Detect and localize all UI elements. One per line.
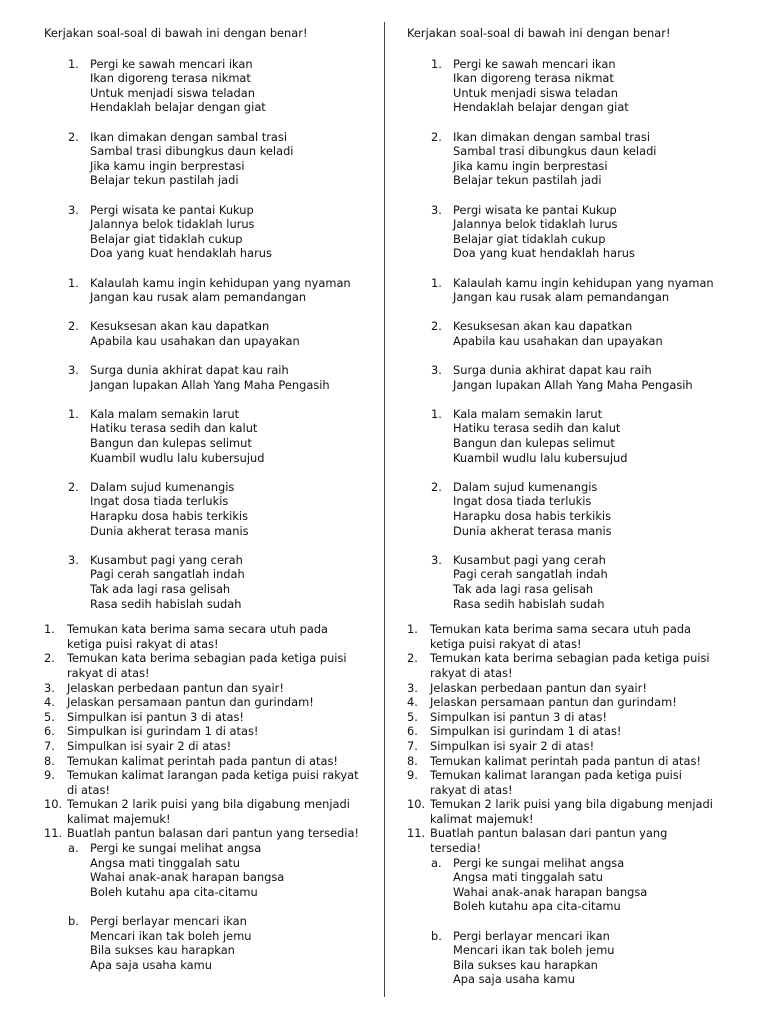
sub-number: b. <box>431 928 442 943</box>
poem-syair-2 <box>407 480 757 538</box>
poem-number: 3. <box>431 363 442 378</box>
question-item <box>407 724 757 739</box>
poem-line: Kalaulah kamu ingin kehidupan yang nyaman <box>453 275 714 290</box>
poem-line: Kalaulah kamu ingin kehidupan yang nyaman <box>90 275 351 290</box>
question-text: Temukan kata berima sama secara utuh pada ketiga puisi rakyat di atas! <box>430 622 692 651</box>
question-item <box>44 710 394 725</box>
poem-line: Bangun dan kulepas selimut <box>90 436 252 451</box>
poem-line: Doa yang kuat hendaklah harus <box>453 246 635 261</box>
question-number: 2. <box>407 651 418 666</box>
question-list <box>407 622 757 987</box>
poem-pantun-2 <box>44 130 394 188</box>
poem-line: Jika kamu ingin berprestasi <box>90 158 245 173</box>
poem-line: Hendaklah belajar dengan giat <box>453 100 629 115</box>
question-text: Simpulkan isi syair 2 di atas! <box>67 738 232 753</box>
poem-line: Bila sukses kau harapkan <box>453 957 598 972</box>
poem-line: Apabila kau usahakan dan upayakan <box>90 333 300 348</box>
poem-line: Pergi berlayar mencari ikan <box>90 914 247 929</box>
question-number: 1. <box>44 622 55 637</box>
poem-line: Mencari ikan tak boleh jemu <box>90 928 252 943</box>
poem-syair-3 <box>44 553 394 611</box>
poem-line: Tak ada lagi rasa gelisah <box>90 581 231 596</box>
poem-number: 1. <box>431 56 442 71</box>
poem-line: Kala malam semakin larut <box>90 406 240 421</box>
poem-gurindam-3 <box>44 363 394 392</box>
question-number: 1. <box>407 622 418 637</box>
question-list <box>44 622 394 972</box>
poem-line: Ingat dosa tiada terlukis <box>453 494 592 509</box>
poem-line: Hatiku terasa sedih dan kalut <box>453 421 621 436</box>
poem-gurindam-3 <box>407 363 757 392</box>
question-number: 4. <box>44 695 55 710</box>
answer-pantun-b <box>44 914 394 972</box>
poem-line: Kuambil wudlu lalu kubersujud <box>453 450 628 465</box>
poem-line: Pergi berlayar mencari ikan <box>453 928 610 943</box>
question-text: Jelaskan perbedaan pantun dan syair! <box>430 680 647 695</box>
poem-line: Rasa sedih habislah sudah <box>453 596 605 611</box>
poem-number: 3. <box>68 363 79 378</box>
poem-line: Belajar tekun pastilah jadi <box>453 173 602 188</box>
question-item <box>407 651 720 680</box>
poem-line: Kesuksesan akan kau dapatkan <box>453 319 633 334</box>
poem-line: Wahai anak-anak harapan bangsa <box>90 870 285 885</box>
poem-line: Mencari ikan tak boleh jemu <box>453 943 615 958</box>
poem-number: 1. <box>431 275 442 290</box>
poem-line: Jalannya belok tidaklah lurus <box>453 217 618 232</box>
poem-line: Doa yang kuat hendaklah harus <box>90 246 272 261</box>
poem-line: Angsa mati tinggalah satu <box>453 870 603 885</box>
question-item <box>407 681 757 696</box>
poem-gurindam-2 <box>44 319 394 348</box>
question-number: 10. <box>44 797 63 812</box>
poem-line: Bila sukses kau harapkan <box>90 943 235 958</box>
sub-number: a. <box>68 841 79 856</box>
question-text: Jelaskan persamaan pantun dan gurindam! <box>430 695 677 710</box>
poem-pantun-1 <box>44 57 394 115</box>
poem-line: Hatiku terasa sedih dan kalut <box>90 421 258 436</box>
question-text: Temukan kalimat larangan pada ketiga puisi rakyat di atas! <box>430 768 682 797</box>
poem-line: Kusambut pagi yang cerah <box>90 552 243 567</box>
question-number: 7. <box>407 738 418 753</box>
question-item <box>44 754 394 769</box>
poem-line: Wahai anak-anak harapan bangsa <box>453 884 648 899</box>
poem-line: Jalannya belok tidaklah lurus <box>90 217 255 232</box>
poem-line: Surga dunia akhirat dapat kau raih <box>453 363 652 378</box>
question-item <box>44 681 394 696</box>
poem-number: 2. <box>431 479 442 494</box>
poem-line: Dalam sujud kumenangis <box>90 479 235 494</box>
poem-line: Boleh kutahu apa cita-citamu <box>453 899 621 914</box>
question-number: 6. <box>407 724 418 739</box>
poem-number: 1. <box>68 406 79 421</box>
question-item <box>44 695 394 710</box>
poem-line: Rasa sedih habislah sudah <box>90 596 242 611</box>
instruction-heading: Kerjakan soal-soal di bawah ini dengan benar! <box>44 26 308 40</box>
question-text: Temukan kata berima sama secara utuh pada ketiga puisi rakyat di atas! <box>67 622 329 651</box>
question-number: 6. <box>44 724 55 739</box>
poem-gurindam-1 <box>44 276 394 305</box>
question-item <box>407 739 757 754</box>
poem-number: 2. <box>68 319 79 334</box>
poem-line: Dalam sujud kumenangis <box>453 479 598 494</box>
answer-pantun-a <box>44 841 394 899</box>
question-item <box>44 724 394 739</box>
poem-syair-1 <box>407 407 757 465</box>
question-number: 5. <box>407 709 418 724</box>
question-item <box>44 797 372 826</box>
question-text: Temukan kalimat perintah pada pantun di atas! <box>430 753 701 768</box>
question-number: 9. <box>44 768 55 783</box>
question-item <box>407 826 715 855</box>
poem-number: 2. <box>431 319 442 334</box>
poem-line: Angsa mati tinggalah satu <box>90 855 240 870</box>
question-text: Buatlah pantun balasan dari pantun yang tersedia! <box>430 826 668 856</box>
poem-pantun-3 <box>44 203 394 261</box>
poem-line: Kuambil wudlu lalu kubersujud <box>90 450 265 465</box>
poem-line: Harapku dosa habis terkikis <box>90 509 249 523</box>
question-number: 4. <box>407 695 418 710</box>
poem-line: Belajar giat tidaklah cukup <box>453 231 606 246</box>
poem-line: Boleh kutahu apa cita-citamu <box>90 884 258 899</box>
poem-gurindam-2 <box>407 319 757 348</box>
poem-line: Harapku dosa habis terkikis <box>453 509 612 523</box>
question-item <box>407 797 750 826</box>
question-text: Simpulkan isi gurindam 1 di atas! <box>430 724 622 739</box>
question-text: Simpulkan isi pantun 3 di atas! <box>67 709 244 724</box>
poem-number: 2. <box>68 479 79 494</box>
question-text: Simpulkan isi syair 2 di atas! <box>430 738 595 753</box>
poem-line: Pergi ke sungai melihat angsa <box>453 855 625 870</box>
poem-number: 2. <box>431 129 442 144</box>
question-text: Temukan 2 larik puisi yang bila digabung menjadi kalimat majemuk! <box>67 797 350 826</box>
question-text: Temukan kata berima sebagian pada ketiga puisi rakyat di atas! <box>67 651 347 680</box>
poem-line: Pergi wisata ke pantai Kukup <box>453 202 617 217</box>
poem-number: 3. <box>431 202 442 217</box>
poem-line: Untuk menjadi siswa teladan <box>453 85 618 100</box>
poem-number: 3. <box>68 552 79 567</box>
poem-line: Sambal trasi dibungkus daun keladi <box>453 144 657 159</box>
poem-line: Ikan digoreng terasa nikmat <box>453 71 614 86</box>
poem-line: Ikan dimakan dengan sambal trasi <box>453 129 651 144</box>
poem-line: Kusambut pagi yang cerah <box>453 552 606 567</box>
question-text: Temukan kata berima sebagian pada ketiga puisi rakyat di atas! <box>430 651 710 680</box>
poem-line: Apa saja usaha kamu <box>453 972 575 987</box>
poem-line: Jangan lupakan Allah Yang Maha Pengasih <box>453 377 693 392</box>
question-item <box>44 651 357 680</box>
poem-line: Pergi ke sungai melihat angsa <box>90 841 262 856</box>
question-item <box>407 695 757 710</box>
poem-line: Dunia akherat terasa manis <box>90 523 249 538</box>
poem-line: Pergi ke sawah mencari ikan <box>453 56 616 71</box>
poem-syair-3 <box>407 553 757 611</box>
question-number: 11. <box>44 826 63 841</box>
poem-line: Pergi ke sawah mencari ikan <box>90 56 253 71</box>
poem-number: 1. <box>431 406 442 421</box>
question-item <box>44 739 394 754</box>
poem-line: Pergi wisata ke pantai Kukup <box>90 202 254 217</box>
worksheet-left <box>44 26 394 972</box>
poem-syair-2 <box>44 480 394 538</box>
poem-line: Ingat dosa tiada terlukis <box>90 494 229 509</box>
question-text: Temukan kalimat perintah pada pantun di atas! <box>67 753 338 768</box>
poem-pantun-3 <box>407 203 757 261</box>
poem-line: Ikan digoreng terasa nikmat <box>90 71 251 86</box>
poem-line: Apa saja usaha kamu <box>90 957 212 972</box>
poem-line: Pagi cerah sangatlah indah <box>90 567 245 582</box>
poem-pantun-2 <box>407 130 757 188</box>
question-item <box>44 826 397 841</box>
sub-number: b. <box>68 914 79 929</box>
question-item <box>407 754 757 769</box>
poem-line: Tak ada lagi rasa gelisah <box>453 581 594 596</box>
poem-number: 1. <box>68 275 79 290</box>
poem-pantun-1 <box>407 57 757 115</box>
question-item <box>44 622 357 651</box>
poem-line: Untuk menjadi siswa teladan <box>90 85 255 100</box>
poem-line: Belajar giat tidaklah cukup <box>90 231 243 246</box>
poem-line: Dunia akherat terasa manis <box>453 523 612 538</box>
poem-line: Jangan kau rusak alam pemandangan <box>453 290 670 305</box>
question-text: Simpulkan isi pantun 3 di atas! <box>430 709 607 724</box>
question-item <box>407 622 720 651</box>
poem-syair-1 <box>44 407 394 465</box>
question-number: 7. <box>44 738 55 753</box>
poem-line: Kala malam semakin larut <box>453 406 603 421</box>
poem-number: 2. <box>68 129 79 144</box>
poem-line: Sambal trasi dibungkus daun keladi <box>90 144 294 159</box>
question-number: 10. <box>407 797 426 812</box>
question-text: Simpulkan isi gurindam 1 di atas! <box>67 724 259 739</box>
poem-line: Kesuksesan akan kau dapatkan <box>90 319 270 334</box>
question-item <box>407 710 757 725</box>
poem-number: 3. <box>431 552 442 567</box>
sub-number: a. <box>431 855 442 870</box>
poem-gurindam-1 <box>407 276 757 305</box>
question-text: Jelaskan persamaan pantun dan gurindam! <box>67 695 314 710</box>
poem-line: Ikan dimakan dengan sambal trasi <box>90 129 288 144</box>
worksheet-right <box>407 26 757 987</box>
poem-line: Jangan kau rusak alam pemandangan <box>90 290 307 305</box>
answer-pantun-a <box>407 856 757 914</box>
poem-line: Surga dunia akhirat dapat kau raih <box>90 363 289 378</box>
poem-line: Hendaklah belajar dengan giat <box>90 100 266 115</box>
poem-line: Bangun dan kulepas selimut <box>453 436 615 451</box>
question-number: 8. <box>44 753 55 768</box>
question-text: Buatlah pantun balasan dari pantun yang tersedia! <box>67 826 359 841</box>
question-text: Jelaskan perbedaan pantun dan syair! <box>67 680 284 695</box>
poem-line: Jika kamu ingin berprestasi <box>453 158 608 173</box>
question-text: Temukan kalimat larangan pada ketiga puisi rakyat di atas! <box>67 768 359 797</box>
question-number: 2. <box>44 651 55 666</box>
question-number: 5. <box>44 709 55 724</box>
poem-line: Apabila kau usahakan dan upayakan <box>453 333 663 348</box>
poem-line: Jangan lupakan Allah Yang Maha Pengasih <box>90 377 330 392</box>
poem-line: Pagi cerah sangatlah indah <box>453 567 608 582</box>
poem-number: 1. <box>68 56 79 71</box>
question-number: 9. <box>407 768 418 783</box>
question-number: 3. <box>407 680 418 695</box>
question-text: Temukan 2 larik puisi yang bila digabung menjadi kalimat majemuk! <box>430 797 713 826</box>
question-item <box>44 768 367 797</box>
poem-line: Belajar tekun pastilah jadi <box>90 173 239 188</box>
instruction-heading: Kerjakan soal-soal di bawah ini dengan benar! <box>407 26 671 40</box>
question-number: 8. <box>407 753 418 768</box>
answer-pantun-b <box>407 929 757 987</box>
question-number: 3. <box>44 680 55 695</box>
question-item <box>407 768 715 797</box>
question-number: 11. <box>407 826 426 841</box>
poem-number: 3. <box>68 202 79 217</box>
